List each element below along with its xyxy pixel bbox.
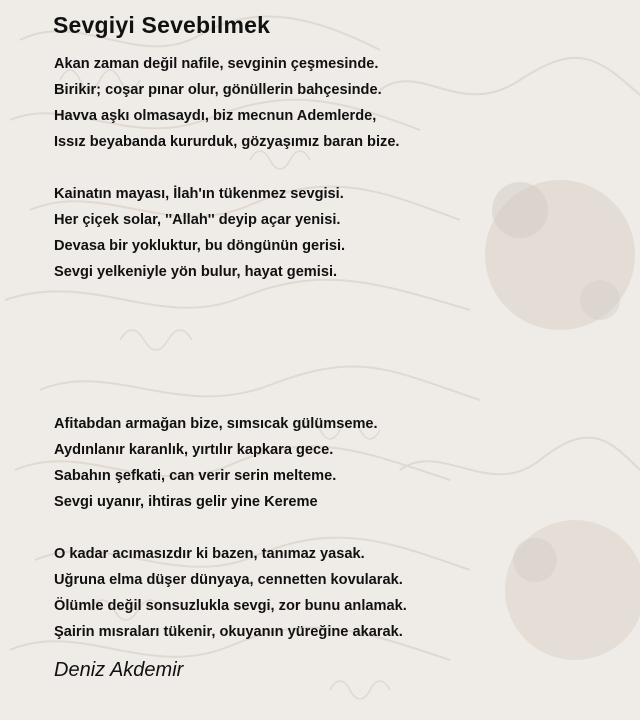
poem-line: Sevgi yelkeniyle yön bulur, hayat gemisi. xyxy=(54,264,338,280)
poem-line: Havva aşkı olmasaydı, biz mecnun Ademlerde, xyxy=(54,108,377,124)
poem-line: Kainatın mayası, İlah'ın tükenmez sevgisi. xyxy=(54,186,344,202)
poem-line: Ölümle değil sonsuzlukla sevgi, zor bunu anlamak. xyxy=(54,598,407,614)
poem-line: Devasa bir yokluktur, bu döngünün gerisi. xyxy=(54,238,346,254)
poem-line: Aydınlanır karanlık, yırtılır kapkara gece. xyxy=(54,442,334,458)
poem-line: Şairin mısraları tükenir, okuyanın yüreğine akarak. xyxy=(54,624,403,640)
poem-line: Her çiçek solar, ''Allah'' deyip açar yenisi. xyxy=(54,212,341,228)
poem-line: Issız beyabanda kururduk, gözyaşımız baran bize. xyxy=(54,134,400,150)
stanza-4 xyxy=(54,541,407,645)
poem-author: Deniz Akdemir xyxy=(54,659,184,681)
stanza-1 xyxy=(54,51,400,155)
stanza-3 xyxy=(54,411,378,515)
poem-title: Sevgiyi Sevebilmek xyxy=(53,12,271,38)
poem-line: Uğruna elma düşer dünyaya, cennetten kovularak. xyxy=(54,572,403,588)
poem-line: O kadar acımasızdır ki bazen, tanımaz yasak. xyxy=(54,546,365,562)
poem-line: Afitabdan armağan bize, sımsıcak gülümseme. xyxy=(54,416,378,432)
poem-line: Sabahın şefkati, can verir serin melteme. xyxy=(54,468,337,484)
poem-line: Akan zaman değil nafile, sevginin çeşmesinde. xyxy=(54,56,379,72)
stanza-2 xyxy=(54,181,345,285)
poem-line: Birikir; coşar pınar olur, gönüllerin bahçesinde. xyxy=(54,82,382,98)
poem-line: Sevgi uyanır, ihtiras gelir yine Kereme xyxy=(54,494,318,510)
